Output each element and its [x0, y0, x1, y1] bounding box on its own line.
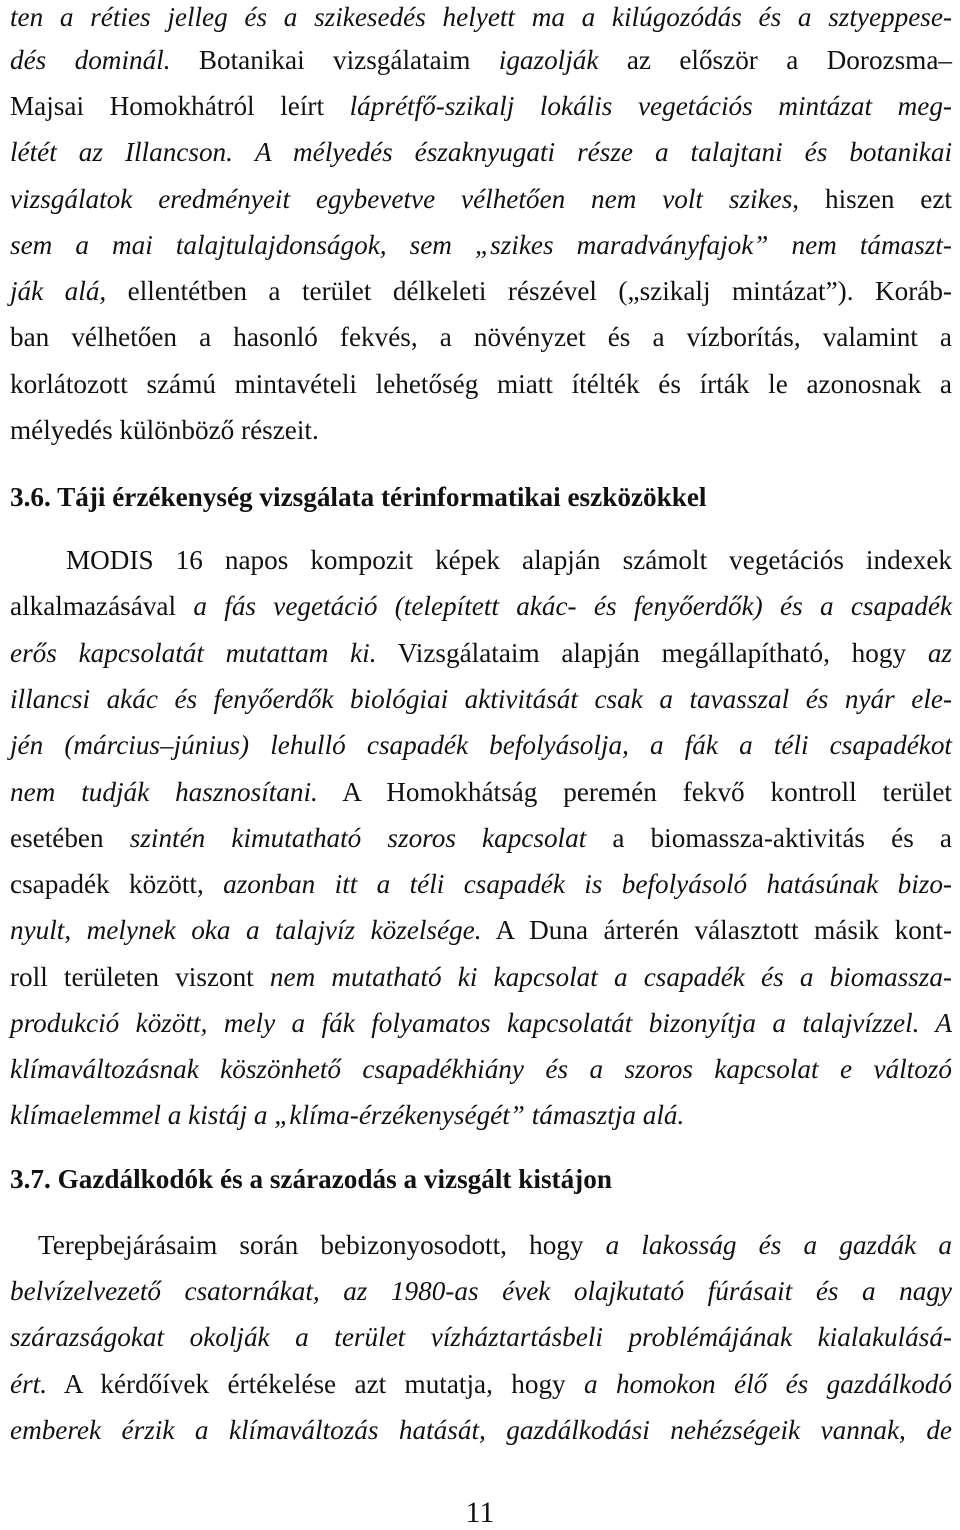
text-line [66, 543, 952, 577]
text-line [10, 274, 952, 308]
text-run: Majsai Homokhátról leírt [10, 91, 350, 121]
text-run: ellentétben a terület délkeleti részével ( [106, 276, 628, 306]
text-run [233, 137, 255, 167]
text-run: ban vélhetően a hasonló fekvés, a növényzet és a vízborítás, valamint a [10, 322, 952, 352]
italic-run: vizsgálatok eredményeit egybevetve vélhetően nem volt szikes [10, 184, 793, 214]
text-line [10, 1006, 952, 1040]
text-run: roll területen viszont [10, 962, 270, 992]
text-run: ”). Koráb- [825, 276, 952, 306]
text-run: esetében [10, 823, 130, 853]
italic-run: ten a réties jelleg és a szikesedés helyett ma a kilúgozódás és a sztyeppese- [10, 2, 952, 32]
text-line [10, 89, 952, 123]
text-line [10, 1052, 952, 1086]
text-line [10, 43, 952, 77]
italic-run: dés dominál. [10, 45, 171, 75]
italic-run: a fás vegetáció (telepített akác- és fenyőerdők) és a csapadék [193, 591, 953, 621]
italic-run: láprétfő-szikalj lokális vegetációs mintázat meg- [349, 91, 952, 121]
page-number: 11 [465, 1496, 495, 1529]
italic-run: igazolják [498, 45, 599, 75]
italic-run: erős kapcsolatát mutattam ki. [10, 638, 377, 668]
text-line [10, 960, 952, 994]
text-line [10, 367, 952, 401]
italic-run: ért. [10, 1369, 47, 1399]
italic-run: a lakosság és a gazdák a [605, 1230, 952, 1260]
italic-run: a homokon élő és gazdálkodó [584, 1369, 952, 1399]
text-line [10, 913, 952, 947]
text-run: , hiszen ezt [792, 184, 952, 214]
text-line [10, 0, 952, 34]
section-heading: 3.6. Táji érzékenység vizsgálata térinformatikai eszközökkel [10, 482, 707, 512]
text-line [10, 775, 952, 809]
text-line [10, 1274, 952, 1308]
text-line [10, 1098, 952, 1132]
text-line [10, 1413, 952, 1447]
italic-run: emberek érzik a klímaváltozás hatását, gazdálkodási nehézségeik vannak, de [10, 1415, 952, 1445]
text-line [10, 182, 952, 216]
italic-run: az [927, 638, 952, 668]
text-run: az először a Dorozsma– [598, 45, 952, 75]
italic-run: szintén kimutatható szoros kapcsolat [129, 823, 587, 853]
text-run: csapadék között, [10, 869, 224, 899]
text-run: a biomassza-aktivitás és a [586, 823, 952, 853]
italic-run: klímaváltozásnak köszönhető csapadékhiány és a szoros kapcsolat e változó [10, 1054, 952, 1084]
text-run: korlátozott számú mintavételi lehetőség miatt ítélték és írták le azonosnak a [10, 369, 952, 399]
italic-run: jén (március–június) lehulló csapadék befolyásolja, a fák a téli csapadékot [10, 730, 952, 760]
italic-run: A mélyedés északnyugati része a talajtani és botanikai [254, 137, 953, 167]
text-line [10, 728, 952, 762]
text-line [10, 867, 952, 901]
text-line [38, 1228, 952, 1262]
text-line [10, 135, 952, 169]
italic-run: klímaelemmel a kistáj a „klíma-érzékenységét” támasztja alá. [10, 1100, 685, 1130]
text-line [10, 1367, 952, 1401]
italic-run: létét az Illancson. [10, 137, 233, 167]
text-line [10, 228, 952, 262]
text-line [10, 1320, 952, 1354]
italic-run: szárazságokat okolják a terület vízháztartásbeli problémájának kialakulásá- [10, 1322, 952, 1352]
text-line [10, 589, 952, 623]
text-line [10, 682, 952, 716]
text-run: A kérdőívek értékelése azt mutatja, hogy [47, 1369, 585, 1399]
italic-run: belvízelvezető csatornákat, az 1980-as évek olajkutató fúrásait és a nagy [10, 1276, 952, 1306]
italic-run: produkció között, mely a fák folyamatos kapcsolatát bizonyítja a talajvízzel. A [10, 1008, 952, 1038]
text-run: Botanikai vizsgálataim [170, 45, 499, 75]
text-run: A Duna árterén választott másik kont- [481, 915, 952, 945]
text-run: mélyedés különböző részeit. [10, 415, 319, 445]
italic-run: nem mutatható ki kapcsolat a csapadék és a biomassza- [269, 962, 952, 992]
text-line [10, 413, 952, 447]
text-run: „szikalj mintázat [627, 276, 826, 306]
text-line [10, 320, 952, 354]
text-run: alkalmazásával [10, 591, 194, 621]
italic-run: azonban itt a téli csapadék is befolyásoló hatásúnak bizo- [223, 869, 952, 899]
italic-run: nem tudják hasznosítani. [10, 777, 318, 807]
italic-run: illancsi akác és fenyőerdők biológiai aktivitását csak a tavasszal és nyár ele- [10, 684, 952, 714]
text-run: A Homokhátság peremén fekvő kontroll terület [317, 777, 952, 807]
italic-run: ják alá, [10, 276, 107, 306]
text-run: Vizsgálataim alapján megállapítható, hogy [376, 638, 928, 668]
section-heading: 3.7. Gazdálkodók és a szárazodás a vizsgált kistájon [10, 1164, 612, 1194]
text-run: MODIS 16 napos kompozit képek alapján számolt vegetációs indexek [66, 545, 952, 575]
italic-run: sem a mai talajtulajdonságok, sem „szikes maradványfajok” nem támaszt- [10, 230, 952, 260]
text-line [10, 821, 952, 855]
italic-run: nyult, melynek oka a talajvíz közelsége. [10, 915, 482, 945]
text-run: Terepbejárásaim során bebizonyosodott, hogy [38, 1230, 606, 1260]
text-line [10, 636, 952, 670]
